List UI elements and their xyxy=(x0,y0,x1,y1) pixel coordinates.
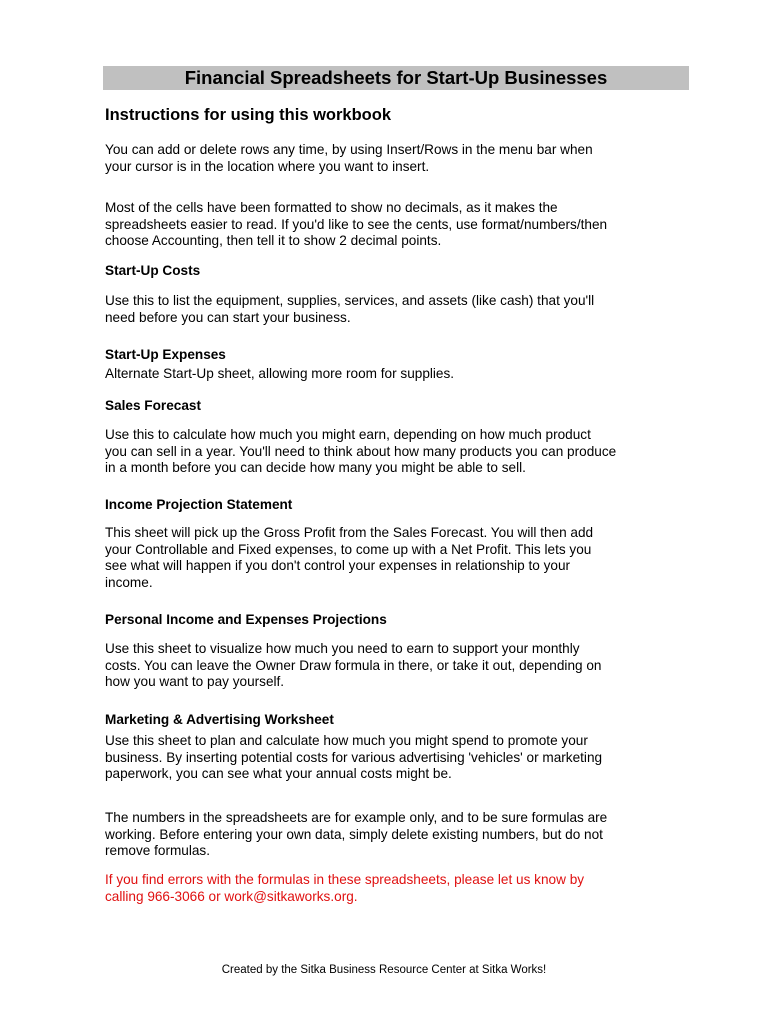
document-title: Financial Spreadsheets for Start-Up Businesses xyxy=(103,66,689,90)
text-line: how you want to pay yourself. xyxy=(105,674,285,689)
text-line: you can sell in a year. You'll need to think about how many products you can produce xyxy=(105,443,617,459)
text-line: Use this to list the equipment, supplies, services, and assets (like cash) that you'll xyxy=(105,293,595,308)
text-line: spreadsheets easier to read. If you'd like to see the cents, use format/numbers/then xyxy=(105,216,608,232)
text-line: Most of the cells have been formatted to show no decimals, as it makes the xyxy=(105,200,558,215)
text-line: income. xyxy=(105,574,153,590)
text-line: in a month before you can decide how many you might be able to sell. xyxy=(105,460,526,475)
text-line: costs. You can leave the Owner Draw formula in there, or take it out, depending on xyxy=(105,657,602,673)
intro-paragraph-decimals xyxy=(105,200,695,250)
text-line: paperwork, you can see what your annual costs might be. xyxy=(105,766,452,781)
paragraph-example-numbers-note xyxy=(105,810,695,860)
paragraph-income-projection xyxy=(105,525,695,591)
paragraph-sales-forecast xyxy=(105,427,695,477)
paragraph-marketing xyxy=(105,733,695,783)
text-line: business. By inserting potential costs for various advertising 'vehicles' or marketing xyxy=(105,749,603,765)
paragraph-error-contact xyxy=(105,872,695,905)
text-line: Use this sheet to visualize how much you need to earn to support your monthly xyxy=(105,641,580,656)
text-line: This sheet will pick up the Gross Profit from the Sales Forecast. You will then add xyxy=(105,525,594,540)
paragraph-personal-income xyxy=(105,641,695,691)
text-line: remove formulas. xyxy=(105,843,211,858)
text-line: Alternate Start-Up sheet, allowing more room for supplies. xyxy=(105,366,455,381)
text-line: your cursor is in the location where you want to insert. xyxy=(105,158,430,174)
text-line: working. Before entering your own data, simply delete existing numbers, but do not xyxy=(105,826,603,842)
heading-marketing: Marketing & Advertising Worksheet xyxy=(105,712,334,727)
intro-paragraph-rows xyxy=(105,142,695,175)
page-footer: Created by the Sitka Business Resource Center at Sitka Works! xyxy=(221,964,547,976)
text-line: your Controllable and Fixed expenses, to come up with a Net Profit. This lets you xyxy=(105,541,592,557)
text-line: If you find errors with the formulas in these spreadsheets, please let us know by xyxy=(105,872,585,887)
text-line: calling 966-3066 or work@sitkaworks.org. xyxy=(105,888,358,904)
text-line: need before you can start your business. xyxy=(105,309,351,325)
instructions-subtitle: Instructions for using this workbook xyxy=(105,106,392,124)
paragraph-startup-costs xyxy=(105,293,695,326)
text-line: see what will happen if you don't control your expenses in relationship to your xyxy=(105,558,571,573)
text-line: choose Accounting, then tell it to show 2 decimal points. xyxy=(105,233,442,248)
heading-personal-income: Personal Income and Expenses Projections xyxy=(105,612,387,627)
heading-startup-expenses: Start-Up Expenses xyxy=(105,347,226,362)
text-line: Use this sheet to plan and calculate how much you might spend to promote your xyxy=(105,733,588,748)
heading-sales-forecast: Sales Forecast xyxy=(105,398,201,413)
text-line: You can add or delete rows any time, by using Insert/Rows in the menu bar when xyxy=(105,142,593,157)
text-line: The numbers in the spreadsheets are for example only, and to be sure formulas are xyxy=(105,810,608,825)
text-line: Use this to calculate how much you might earn, depending on how much product xyxy=(105,427,591,442)
heading-startup-costs: Start-Up Costs xyxy=(105,263,201,278)
heading-income-projection: Income Projection Statement xyxy=(105,497,293,512)
paragraph-startup-expenses xyxy=(105,366,695,383)
